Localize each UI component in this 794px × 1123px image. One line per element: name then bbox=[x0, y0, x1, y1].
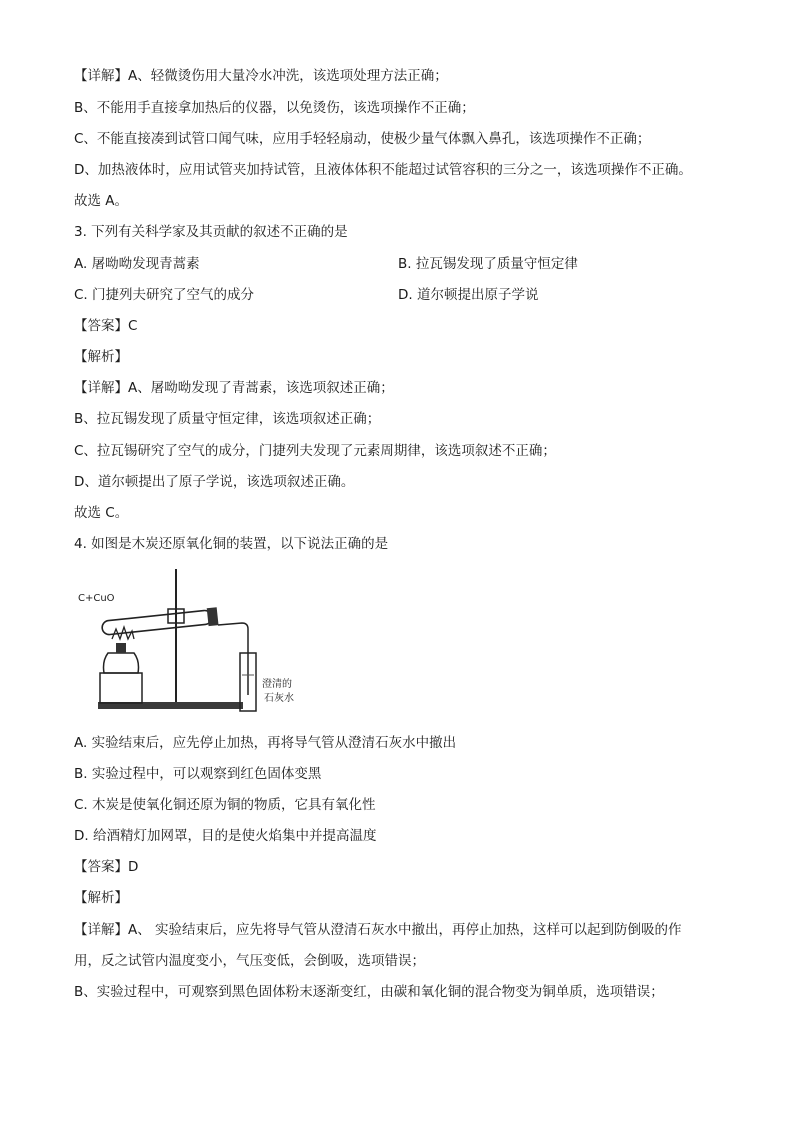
text-line: 【详解】A、轻微烫伤用大量冷水冲洗，该选项处理方法正确； bbox=[74, 68, 448, 84]
tube-label: C+CuO bbox=[78, 593, 115, 604]
text-line: 故选 A。 bbox=[74, 193, 129, 209]
support-block bbox=[100, 673, 142, 703]
question-4-stem: 4. 如图是木炭还原氧化铜的装置，以下说法正确的是 bbox=[74, 536, 389, 552]
q4-option-b: B. 实验过程中，可以观察到红色固体变黑 bbox=[74, 766, 322, 782]
q3-detail-line: D、道尔顿提出了原子学说，该选项叙述正确。 bbox=[74, 474, 355, 490]
q4-detail-line: 用，反之试管内温度变小，气压变低，会倒吸，选项错误； bbox=[74, 953, 425, 969]
q4-option-a: A. 实验结束后，应先停止加热，再将导气管从澄清石灰水中撤出 bbox=[74, 735, 457, 751]
limewater-label-1: 澄清的 bbox=[262, 679, 292, 690]
limewater-label-2: 石灰水 bbox=[264, 693, 294, 704]
delivery-tube bbox=[218, 623, 248, 695]
q3-detail-line: B、拉瓦锡发现了质量守恒定律，该选项叙述正确； bbox=[74, 411, 381, 427]
alcohol-lamp bbox=[104, 653, 139, 673]
q3-option-b: B. 拉瓦锡发现了质量守恒定律 bbox=[398, 256, 578, 272]
test-tube bbox=[101, 607, 218, 637]
text-line: C、不能直接凑到试管口闻气味，应用手轻轻扇动，使极少量气体飘入鼻孔，该选项操作不正确； bbox=[74, 131, 651, 147]
q4-detail-line: 【详解】A、 实验结束后，应先将导气管从澄清石灰水中撤出，再停止加热，这样可以起到防倒吸的作 bbox=[74, 922, 682, 938]
q3-detail-line: 故选 C。 bbox=[74, 505, 129, 521]
q3-detail-line: C、拉瓦锡研究了空气的成分，门捷列夫发现了元素周期律，该选项叙述不正确； bbox=[74, 443, 556, 459]
q4-detail-line: B、实验过程中，可观察到黑色固体粉末逐渐变红，由碳和氧化铜的混合物变为铜单质，选项错误； bbox=[74, 984, 664, 1000]
apparatus-figure bbox=[72, 565, 322, 723]
q3-option-a: A. 屠呦呦发现青蒿素 bbox=[74, 256, 200, 272]
lamp-wick bbox=[116, 643, 126, 653]
q4-answer: 【答案】D bbox=[74, 859, 139, 875]
q3-detail-line: 【详解】A、屠呦呦发现了青蒿素，该选项叙述正确； bbox=[74, 380, 394, 396]
text-line: B、不能用手直接拿加热后的仪器，以免烫伤，该选项操作不正确； bbox=[74, 100, 475, 116]
q3-answer: 【答案】C bbox=[74, 318, 138, 334]
q4-analysis-label: 【解析】 bbox=[74, 890, 128, 906]
question-3-stem: 3. 下列有关科学家及其贡献的叙述不正确的是 bbox=[74, 224, 348, 240]
q4-option-c: C. 木炭是使氧化铜还原为铜的物质，它具有氧化性 bbox=[74, 797, 376, 813]
q4-option-d: D. 给酒精灯加网罩，目的是使火焰集中并提高温度 bbox=[74, 828, 377, 844]
q3-option-c: C. 门捷列夫研究了空气的成分 bbox=[74, 287, 255, 303]
q3-analysis-label: 【解析】 bbox=[74, 349, 128, 365]
text-line: D、加热液体时，应用试管夹加持试管，且液体体积不能超过试管容积的三分之一，该选项操作不正确。 bbox=[74, 162, 692, 178]
q3-option-d: D. 道尔顿提出原子学说 bbox=[398, 287, 539, 303]
